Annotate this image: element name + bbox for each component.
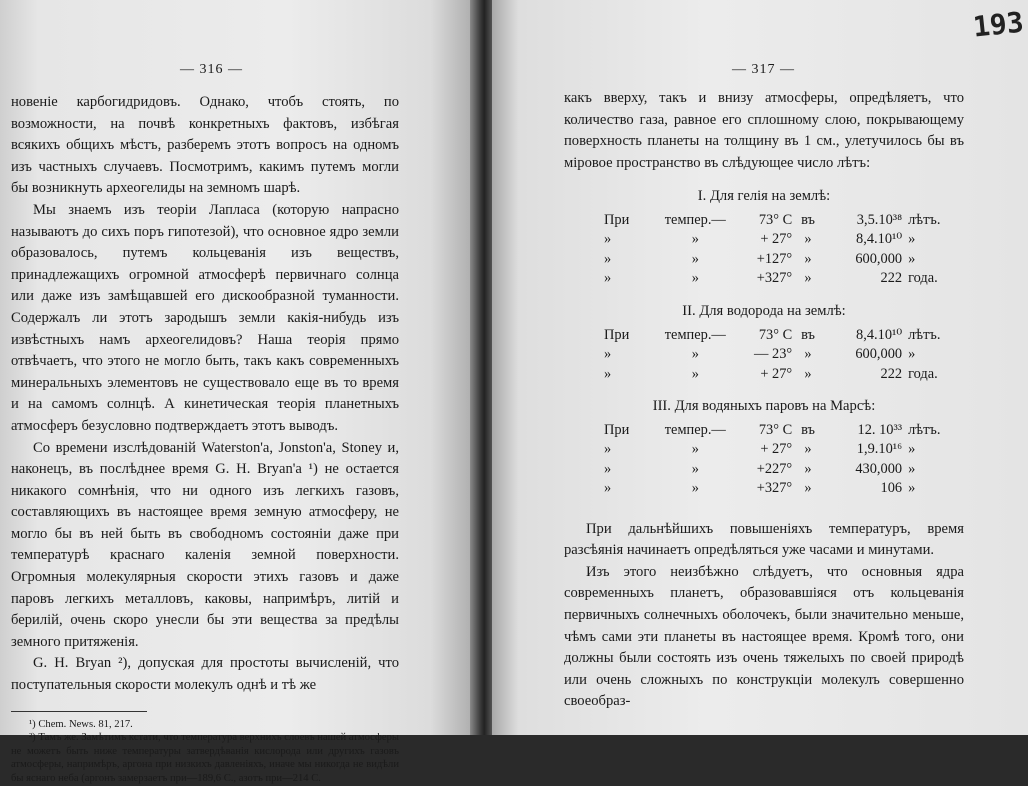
- table-row: » » +227° » 430,000 »: [604, 460, 916, 477]
- footnote: ²) Тамъ же. Замѣтимъ кстати, что температура верхнихъ слоевъ нашей атмосферы не можетъ быть ниже температуры затвердѣванія кислорода или другихъ газовъ атмосферы, напримѣръ, аргона при низкихъ давленіяхъ, иначе мы никогда не видѣли бы яснаго неба (аргонъ замерзаетъ при—189,6 С., азотъ при—214 С.: [11, 732, 399, 784]
- footnote-separator: [11, 711, 147, 712]
- table-row: » » +127° » 600,000 »: [604, 250, 916, 267]
- table-row: » » + 27° » 222 года.: [604, 365, 938, 382]
- paragraph: Мы знаемъ изъ теоріи Лапласа (которую напрасно называютъ до сихъ поръ гипотезой), что основное ядро земли образовалось, путемъ кольцеванія изъ веществъ, принадлежащихъ огромной атмосферѣ первичнаго солнца или даже изъ замѣщавшей его дискообразной туманности. Содержалъ ли этотъ зародышъ земли какія-нибудь изъ извѣстныхъ намъ археогелидовъ? Наша теорія прямо отвѣчаетъ, что этого не могло быть, такъ какъ современныхъ минеральныхъ элементовъ не существовало еще въ то время и на самомъ солнцѣ. А кинетическая теорія планетныхъ атмосферъ безусловно подтверждаетъ этотъ выводъ.: [11, 201, 399, 434]
- paragraph: При дальнѣйшихъ повышеніяхъ температуръ, время разсѣянія начинаетъ опредѣляться уже часами и минутами.: [564, 520, 964, 559]
- right-page: [492, 0, 1028, 735]
- table-row: При темпер.— 73° С въ 12. 10³³ лѣтъ.: [604, 421, 941, 438]
- paragraph: новеніе карбогидридовъ. Однако, чтобъ стоять, по возможности, на почвѣ конкретныхъ фактовъ, избѣгая всякихъ общихъ мѣстъ, разберемъ этотъ вопросъ на одномъ изъ частныхъ случаевъ. Посмотримъ, какимъ путемъ могли бы возникнуть археогелиды на земномъ шарѣ.: [11, 94, 399, 197]
- paragraph: G. H. Bryan ²), допуская для простоты вычисленій, что поступательныя скорости молекулъ однѣ и тѣ же: [11, 655, 399, 694]
- page-number-left: — 316 —: [180, 62, 243, 77]
- data-table: [604, 421, 964, 499]
- data-table: [604, 326, 964, 385]
- table-row: При темпер.— 73° С въ 8,4.10¹⁰ лѣтъ.: [604, 326, 941, 343]
- table-row: При темпер.— 73° С въ 3,5.10³⁸ лѣтъ.: [604, 211, 941, 228]
- data-table: [604, 211, 964, 289]
- footnote: ¹) Chem. News. 81, 217.: [29, 718, 133, 730]
- table-row: » » + 27° » 1,9.10¹⁶ »: [604, 441, 916, 458]
- handwritten-page-number: 193: [971, 5, 1026, 44]
- table-row: » » +327° » 106 »: [604, 480, 916, 497]
- page-number-right: — 317 —: [732, 62, 795, 77]
- table-row: » » +327° » 222 года.: [604, 270, 938, 287]
- left-page: [0, 0, 478, 784]
- paragraph: Со времени изслѣдованій Waterston'a, Jonston'a, Stoney и, наконецъ, въ послѣднее время G. H. Bryan'a ¹) не остается никакого сомнѣнія, что ни одного изъ легкихъ газовъ, составляющихъ въ настоящее время земную атмосферу, не могло бы въ ней быть въ свободномъ состояніи даже при температурѣ краснаго каленія земной поверхности. Огромныя молекулярныя скорости этихъ газовъ и даже паровъ легкихъ металловъ, каковы, напримѣръ, литій и берилій, очень скоро унесли бы эти вещества за предѣлы земного притяженія.: [11, 439, 399, 650]
- table-title: III. Для водяныхъ паровъ на Марсѣ:: [652, 398, 876, 415]
- paragraph: какъ вверху, такъ и внизу атмосферы, опредѣляетъ, что количество газа, равное его сплошному слою, покрывающему поверхность планеты на толщину въ 1 см., улетучилось бы въ міровое пространство въ слѣдующее число лѣтъ:: [564, 90, 964, 171]
- paragraph: Изъ этого неизбѣжно слѣдуетъ, что основныя ядра современныхъ планетъ, образовавшіяся отъ кольцеванія первичныхъ солнечныхъ оболочекъ, были значительно меньше, чѣмъ сами эти планеты въ настоящее время. Кромѣ того, они должны были состоять изъ очень тяжелыхъ по своей природѣ или очень сложныхъ по конструкціи молекулъ совершенно своеобраз-: [564, 563, 964, 710]
- table-row: » » — 23° » 600,000 »: [604, 346, 916, 363]
- right-page-text: [564, 88, 964, 713]
- footnotes: [11, 718, 399, 786]
- table-row: » » + 27° » 8,4.10¹⁰ »: [604, 231, 916, 248]
- table-title: II. Для водорода на землѣ:: [682, 302, 846, 319]
- left-page-text: [11, 92, 399, 786]
- table-title: I. Для гелія на землѣ:: [697, 188, 831, 205]
